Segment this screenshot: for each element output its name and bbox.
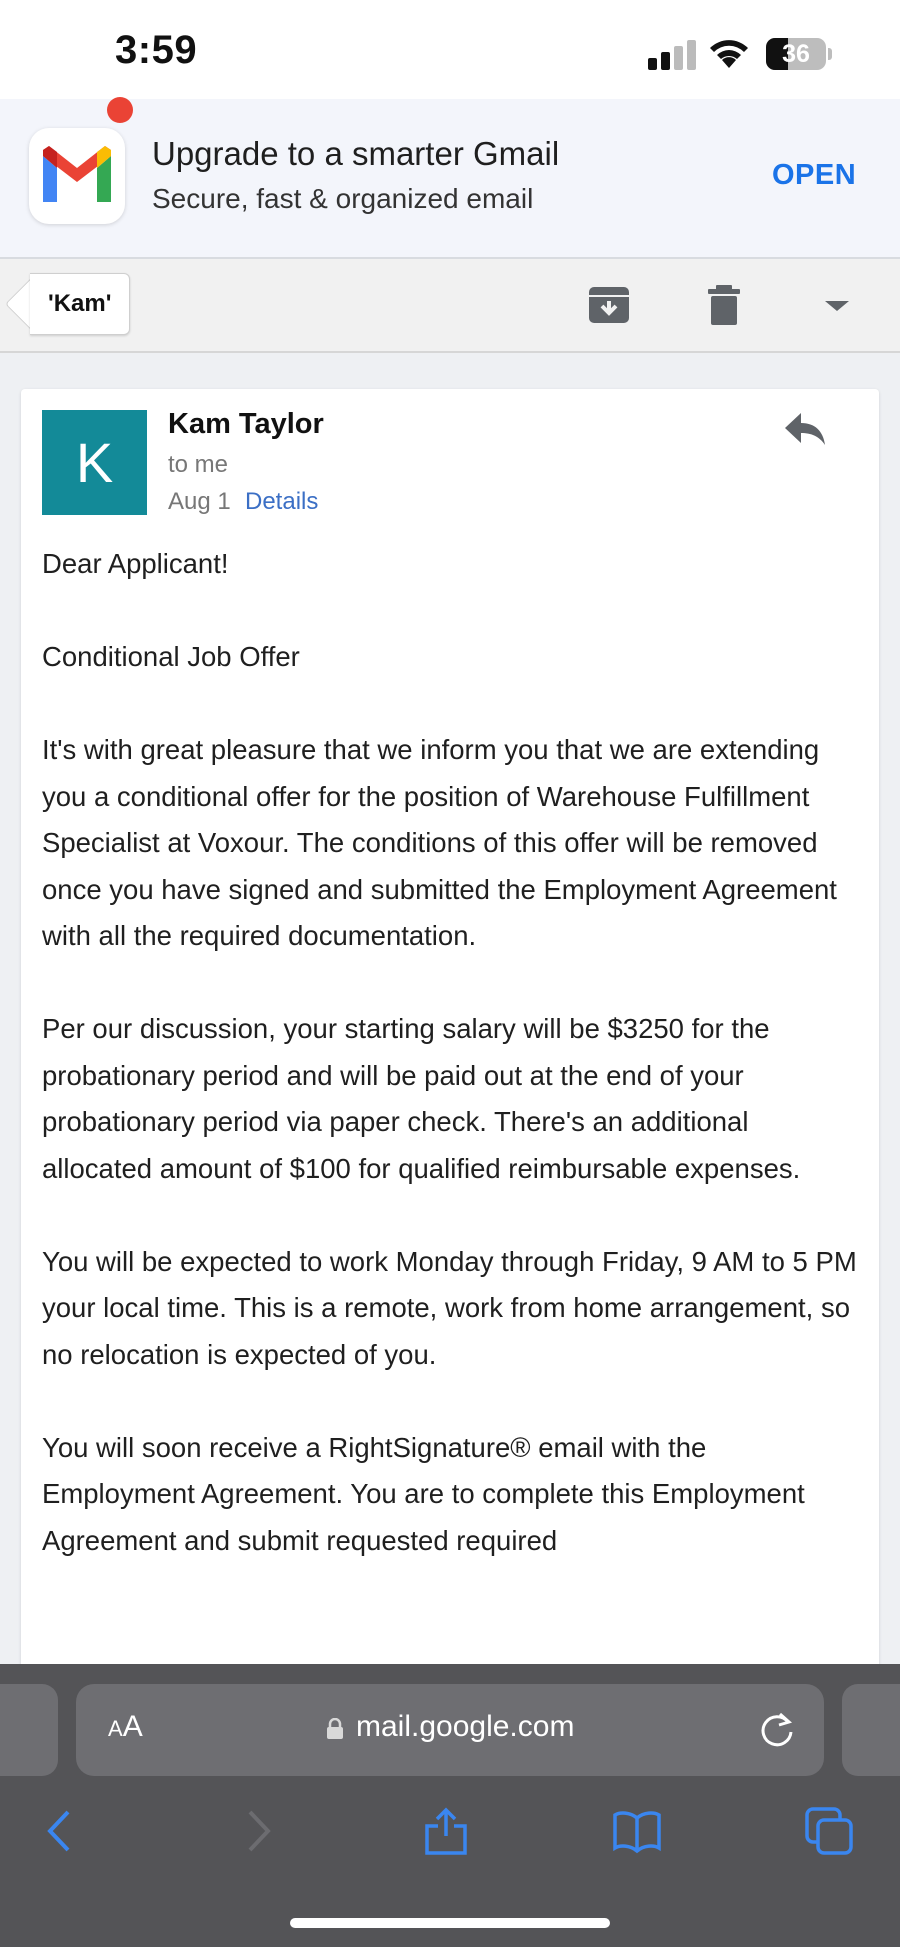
home-indicator [290, 1918, 610, 1928]
body-paragraph: You will soon receive a RightSignature® email with the Employment Agreement. You are to complete this Employment Agreement and submit requested required [42, 1431, 805, 1556]
status-bar [0, 0, 900, 99]
email-card [21, 389, 879, 1689]
status-time: 3:59 [115, 28, 198, 72]
reload-icon[interactable] [758, 1710, 796, 1750]
banner-title: Upgrade to a smarter Gmail [152, 135, 560, 172]
body-paragraph: Per our discussion, your starting salary will be $3250 for the probationary period and will be paid out at the end of your probationary period via paper check. There's an additional allocated amount of $100 for qualified reimbursable expenses. [42, 1013, 801, 1184]
text-size-button[interactable] [108, 1710, 143, 1744]
body-paragraph: It's with great pleasure that we inform you that we are extending you a conditional offer for the position of Warehouse Fulfillment Specialist at Voxour. The conditions of this offer will be removed once you have signed and submitted the Employment Agreement with all the required documentation. [42, 734, 837, 951]
body-paragraph: Conditional Job Offer [42, 641, 300, 672]
email-body [42, 541, 862, 1611]
lock-icon [326, 1718, 344, 1740]
details-link[interactable]: Details [245, 488, 319, 515]
browser-toolbar [0, 1664, 900, 1947]
mail-toolbar [0, 259, 900, 353]
address-bar[interactable] [76, 1684, 824, 1776]
banner-subtitle: Secure, fast & organized email [152, 183, 534, 214]
open-button[interactable]: OPEN [772, 159, 857, 191]
battery-level: 36 [782, 40, 810, 68]
battery-icon [766, 38, 832, 70]
email-date: Aug 1 [168, 488, 231, 515]
url-text: mail.google.com [356, 1710, 575, 1743]
cellular-signal-icon [648, 40, 696, 70]
gmail-logo-icon [29, 128, 125, 224]
body-paragraph: Dear Applicant! [42, 548, 229, 579]
next-tab-preview[interactable] [842, 1684, 900, 1776]
wifi-icon [707, 36, 751, 70]
sender-name: Kam Taylor [168, 408, 324, 440]
chevron-down-icon[interactable] [815, 283, 859, 327]
previous-tab-preview[interactable] [0, 1684, 58, 1776]
notification-dot [107, 97, 133, 123]
upgrade-banner[interactable] [0, 99, 900, 259]
text-size-small: A [108, 1716, 123, 1741]
forward-nav-icon[interactable] [232, 1806, 282, 1856]
archive-icon[interactable] [587, 283, 631, 327]
back-label: 'Kam' [30, 273, 130, 335]
share-icon[interactable] [421, 1806, 471, 1856]
body-paragraph: You will be expected to work Monday through Friday, 9 AM to 5 PM your local time. This is a remote, work from home arrangement, so no relocation is expected of you. [42, 1245, 857, 1370]
avatar: K [42, 410, 147, 515]
bookmarks-icon[interactable] [612, 1806, 662, 1856]
tabs-icon[interactable] [804, 1806, 854, 1856]
back-nav-icon[interactable] [36, 1806, 86, 1856]
reply-icon[interactable] [783, 411, 827, 449]
text-size-big: A [122, 1710, 143, 1743]
recipient-line: to me [168, 451, 229, 478]
trash-icon[interactable] [702, 283, 746, 327]
